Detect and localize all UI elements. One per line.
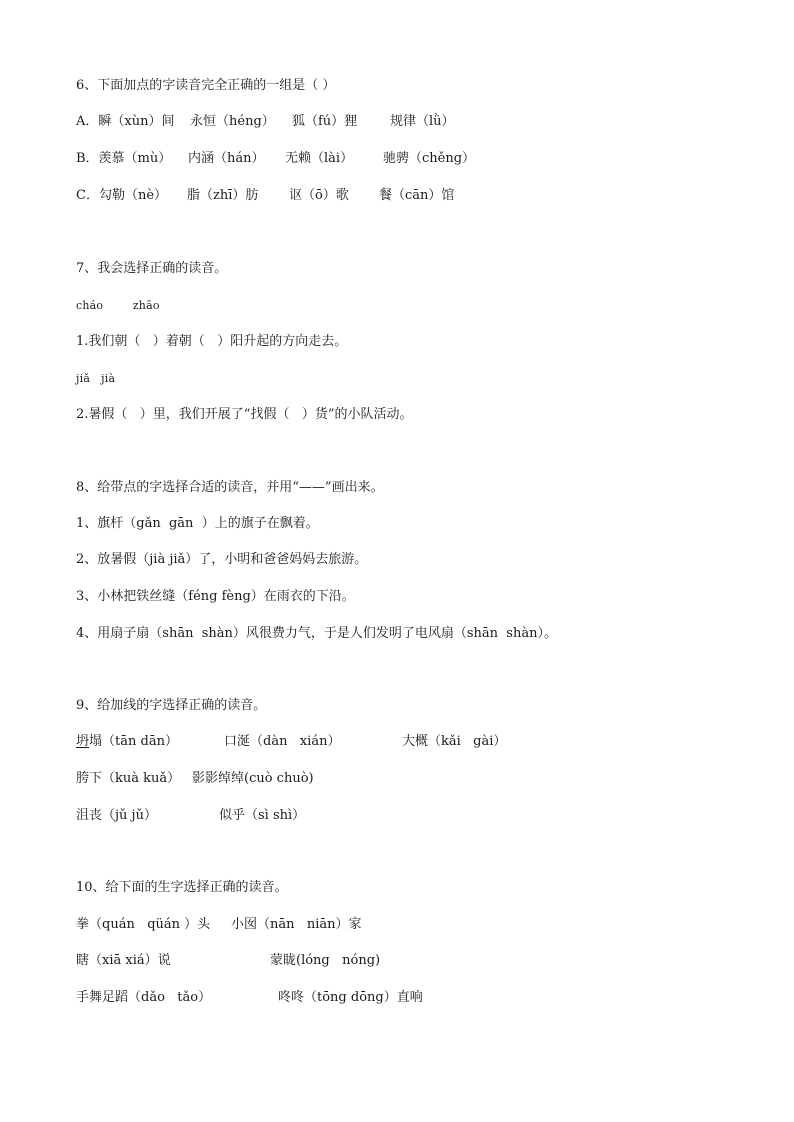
q9-word-sihu: 似乎（sì shì）: [219, 808, 306, 823]
q8-title: 8、给带点的字选择合适的读音，并用“——”画出来。: [76, 480, 384, 495]
q7-pinyin-2: jiǎ jià: [76, 372, 116, 385]
q9-word-tanta-rest: 塌（tān dān）: [89, 734, 178, 749]
q7-title: 7、我会选择正确的读音。: [76, 261, 228, 276]
q9-word-kouxian: 口涎（dàn xián）: [224, 734, 341, 749]
q6-b-3: 无赖（lài）: [285, 151, 354, 166]
q10-word-quantou: 拳（quán qüán ）头: [76, 917, 211, 932]
q6-b-4: 驰骋（chěng）: [383, 151, 476, 166]
q8-item-3: 3、小林把铁丝缝（féng fèng）在雨衣的下沿。: [76, 589, 355, 604]
q9-word-kuaxia: 胯下（kuà kuǎ）: [76, 771, 181, 786]
q6-b-1: B．羡慕（mù）: [76, 151, 172, 166]
q10-word-dongdong: 咚咚（tōng dōng）直响: [278, 990, 423, 1005]
q9-underlined-char: 坍: [76, 734, 90, 749]
q7-pinyin-1: cháo zhāo: [76, 299, 160, 312]
q9-word-dagai: 大概（kǎi gài）: [402, 734, 507, 749]
q10-title: 10、给下面的生字选择正确的读音。: [76, 880, 288, 895]
q6-c-4: 餐（cān）馆: [379, 188, 455, 203]
q6-a-4: 规律（lǜ）: [390, 114, 455, 129]
q6-a-1: A．瞬（xùn）间: [76, 114, 175, 129]
q10-word-xiashuo: 瞎（xiā xiá）说: [76, 953, 171, 968]
q6-c-1: C．勾勒（nè）: [76, 188, 168, 203]
q6-b-2: 内涵（hán）: [188, 151, 265, 166]
q10-word-menglong: 蒙眬(lóng nóng): [270, 953, 381, 968]
q6-a-3: 狐（fú）狸: [292, 114, 358, 129]
q9-word-chuochuo: 影影绰绰(cuò chuò): [192, 771, 314, 786]
q6-c-2: 脂（zhī）肪: [187, 188, 259, 203]
q9-title: 9、给加线的字选择正确的读音。: [76, 698, 267, 713]
q10-word-xiaonan: 小囡（nān niān）家: [231, 917, 362, 932]
q9-word-jusang: 沮丧（jǔ jǔ）: [76, 808, 157, 823]
q7-sentence-1: 1.我们朝（ ）着朝（ ）阳升起的方向走去。: [76, 334, 348, 349]
q6-c-3: 讴（ō）歌: [289, 188, 349, 203]
q8-item-1: 1、旗杆（gǎn gān ）上的旗子在飘着。: [76, 516, 319, 531]
q6-a-2: 永恒（héng）: [190, 114, 275, 129]
q7-sentence-2: 2.暑假（ ）里，我们开展了“找假（ ）货”的小队活动。: [76, 407, 413, 422]
q9-word-tanta: [76, 733, 178, 751]
q10-word-shouwuzudao: 手舞足蹈（dǎo tǎo）: [76, 990, 212, 1005]
q8-item-4: 4、用扇子扇（shān shàn）风很费力气，于是人们发明了电风扇（shān shàn）。: [76, 626, 557, 641]
q6-title: 6、下面加点的字读音完全正确的一组是（ ）: [76, 78, 336, 93]
q8-item-2: 2、放暑假（jià jiǎ）了，小明和爸爸妈妈去旅游。: [76, 552, 368, 567]
